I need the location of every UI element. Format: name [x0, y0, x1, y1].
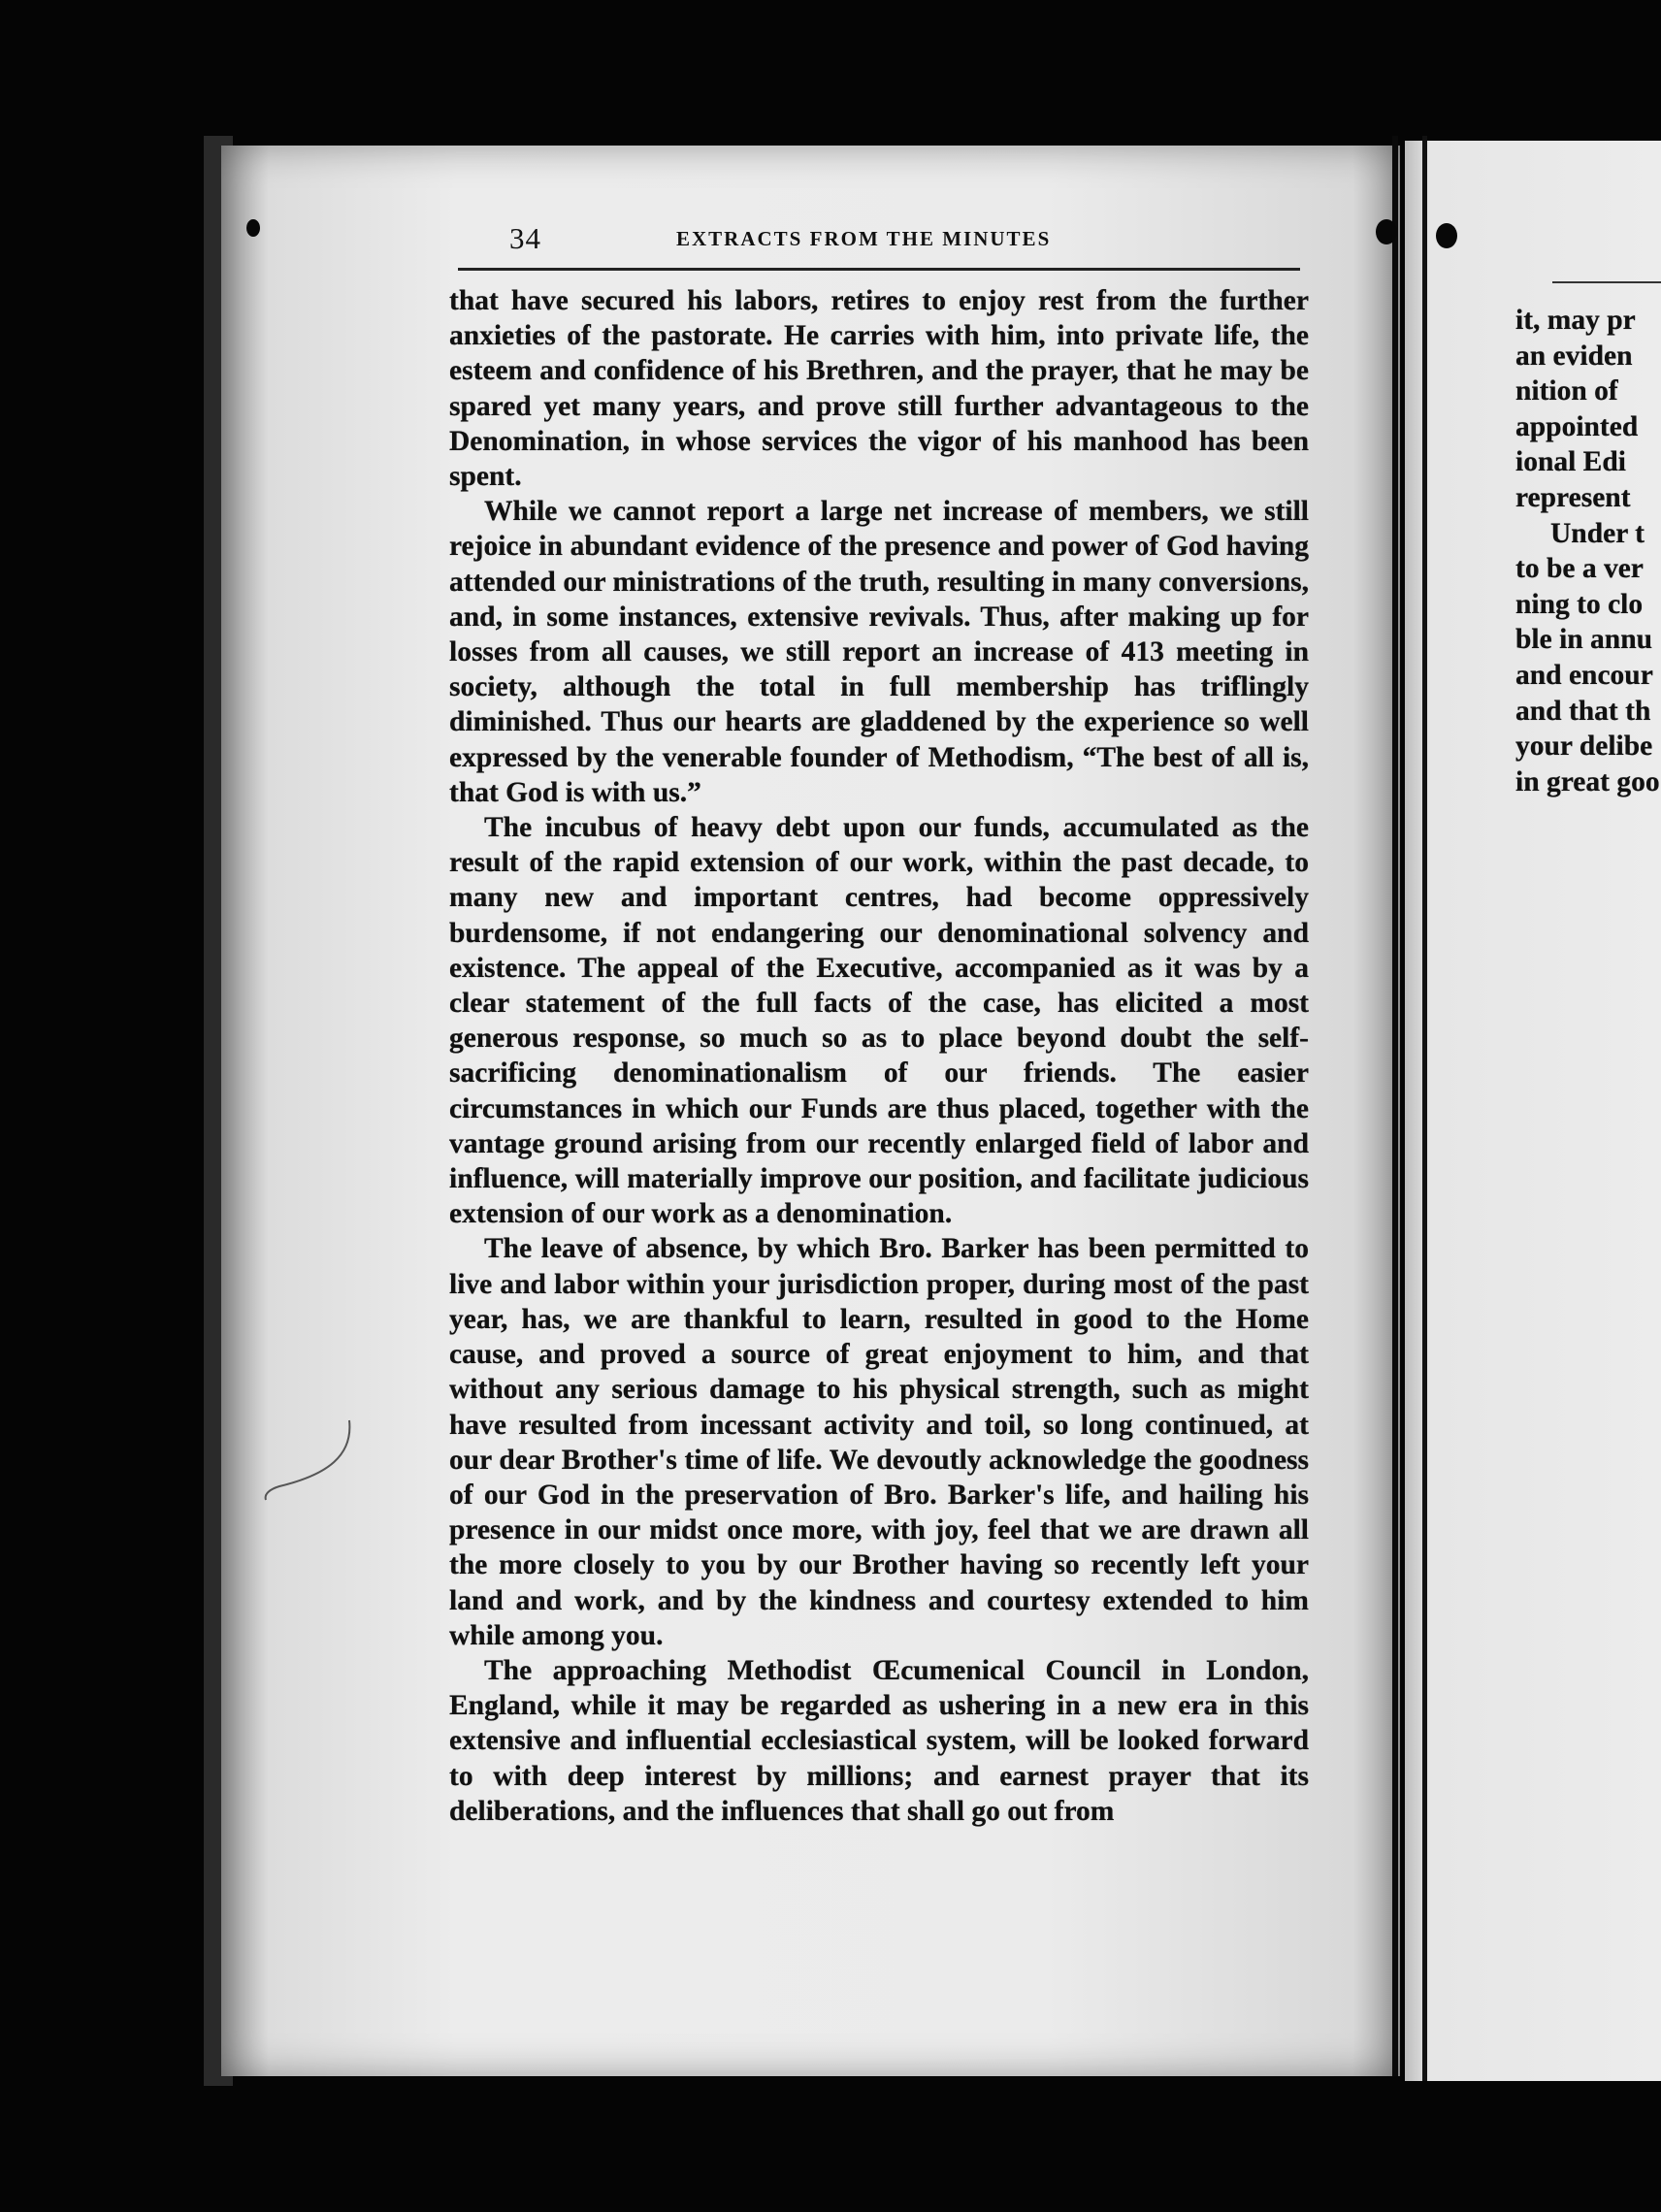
text-line: ble in annu	[1515, 624, 1653, 656]
text-line: and that th	[1515, 695, 1651, 727]
text-line: appointed	[1515, 410, 1639, 442]
text-line: nition of	[1515, 375, 1618, 407]
text-line: ning to clo	[1515, 588, 1644, 620]
paragraph: that have secured his labors, retires to enjoy rest from the further anxieties of the pastorate. He carries with him, into private life, the esteem and confidence of his Brethren, and the prayer, that he may be spared yet many years, and prove still further advantageous to the Denomination, in whose services the vigor of his manhood has been spent.	[449, 285, 1309, 493]
running-head: EXTRACTS FROM THE MINUTES	[676, 227, 1052, 250]
main-text	[449, 283, 1309, 1855]
right-page-border	[1422, 136, 1427, 2081]
text-line: your delibe	[1515, 731, 1653, 763]
text-line: ional Edi	[1515, 446, 1626, 478]
paragraph: The leave of absence, by which Bro. Barker has been permitted to live and labor within your jurisdiction proper, during most of the past year, has, we are thankful to learn, resulted in good to the Home cause, and proved a source of great enjoyment to him, and that without any serious damage to his physical strength, such as might have resulted from incessant activity and toil, so long continued, at our dear Brother's time of life. We devoutly acknowledge the goodness of our God in the preservation of Bro. Barker's life, and hailing his presence in our midst once more, with joy, feel that we are drawn all the more closely to you by our Brother having so recently left your land and work, and by the kindness and courtesy extended to him while among you.	[449, 1233, 1309, 1651]
right-page-text	[1515, 303, 1661, 807]
paragraph: While we cannot report a large net increase of members, we still rejoice in abundant evidence of the presence and power of God having attended our ministrations of the truth, resulting in many conversions, and, in some instances, extensive revivals. Thus, after making up for losses from all causes, we still report an increase of 413 meeting in society, although the total in full membership has triflingly diminished. Thus our hearts are gladdened by the experience so well expressed by the venerable founder of Methodism, “The best of all is, that God is with us.”	[449, 496, 1309, 808]
text-line: in great goo	[1515, 765, 1660, 797]
pencil-mark-icon	[260, 1416, 357, 1523]
binding-hole-icon	[246, 219, 260, 237]
page-number: 34	[509, 221, 541, 255]
binding-hole-icon	[1436, 223, 1457, 248]
text-line: Under t	[1550, 517, 1645, 549]
right-page-rule	[1552, 281, 1661, 283]
paragraph: The approaching Methodist Œcumenical Council in London, England, while it may be regarded as ushering in a new era in this extensive and influential ecclesiastical system, will be looked forward to with deep interest by millions; and earnest prayer that its deliberations, and the influences that shall go out from	[449, 1654, 1309, 1827]
paragraph: The incubus of heavy debt upon our funds, accumulated as the result of the rapid extension of our work, within the past decade, to many new and important centres, had become oppressively burdensome, if not endangering our denominational solvency and existence. The appeal of the Executive, accompanied as it was by a clear statement of the full facts of the case, has elicited a most generous response, so much so as to place beyond doubt the self-sacrificing denominationalism of our friends. The easier circumstances in which our Funds are thus placed, together with the vantage ground arising from our recently enlarged field of labor and influence, will materially improve our position, and facilitate judicious extension of our work as a denomination.	[449, 812, 1309, 1230]
text-line: represent	[1515, 481, 1631, 513]
page-header	[451, 221, 1305, 260]
text-line: it, may pr	[1515, 305, 1636, 336]
text-line: an eviden	[1515, 340, 1633, 372]
page-gutter	[1392, 136, 1398, 2076]
text-line: to be a ver	[1515, 553, 1644, 585]
header-rule	[458, 268, 1300, 271]
text-line: and encour	[1515, 659, 1653, 691]
binding-hole-icon	[1376, 219, 1397, 244]
